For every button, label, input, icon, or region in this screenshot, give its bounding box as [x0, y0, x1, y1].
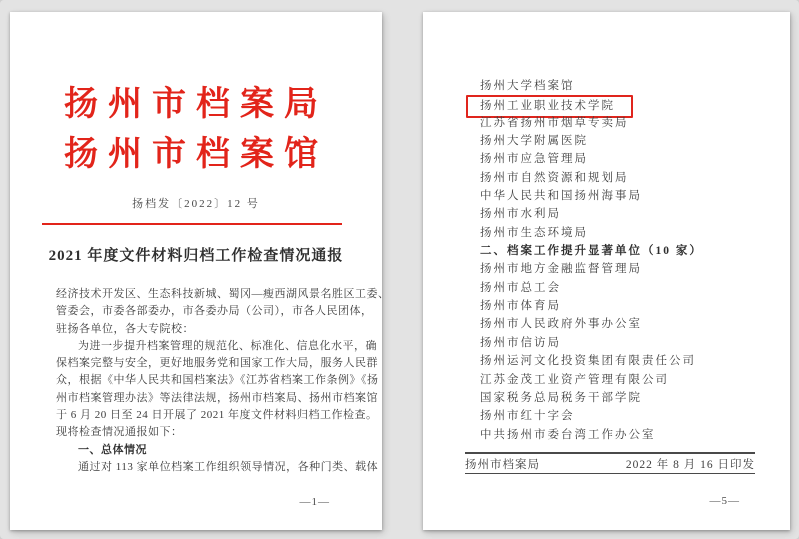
unit-name: 扬州市水利局 — [480, 208, 561, 221]
document-title: 2021 年度文件材料归档工作检查情况通报 — [48, 248, 344, 264]
document-reference-number: 扬档发〔2022〕12 号 — [132, 198, 260, 210]
list-item — [480, 114, 770, 132]
unit-name: 扬州市地方金融监督管理局 — [480, 263, 642, 276]
unit-name: 扬州市信访局 — [480, 336, 561, 349]
unit-name: 扬州工业职业技术学院 — [466, 95, 633, 118]
unit-name: 扬州市人民政府外事办公室 — [480, 318, 642, 331]
body-line: 现将检查情况通报如下： — [56, 426, 183, 439]
list-item — [480, 279, 770, 297]
unit-name: 扬州市红十字会 — [480, 410, 575, 423]
list-item — [480, 95, 770, 113]
body-line: 一、总体情况 — [78, 443, 147, 456]
footer-issuer: 扬州市档案局 — [465, 458, 540, 471]
unit-name: 扬州市总工会 — [480, 281, 561, 294]
body-line: 保档案完整与安全，更好地服务党和国家工作大局，服务人民群 — [56, 357, 378, 370]
list-item — [480, 352, 770, 370]
org-title-line: 扬州市档案馆 — [64, 136, 328, 173]
body-line: 通过对 113 家单位档案工作组织领导情况，各种门类、载体 — [78, 460, 379, 473]
unit-name: 中华人民共和国扬州海事局 — [480, 190, 642, 203]
body-line: 经济技术开发区、生态科技新城、蜀冈—瘦西湖风景名胜区工委、 — [56, 288, 390, 300]
list-item — [480, 224, 770, 242]
list-item — [480, 426, 770, 444]
unit-name: 扬州大学附属医院 — [480, 135, 588, 148]
document-page-5 — [423, 12, 790, 530]
list-item — [480, 260, 770, 278]
list-item — [480, 187, 770, 205]
list-item — [480, 169, 770, 187]
unit-name: 扬州市自然资源和规划局 — [480, 171, 629, 184]
unit-name: 中共扬州市委台湾工作办公室 — [480, 428, 656, 441]
unit-name: 扬州运河文化投资集团有限责任公司 — [480, 355, 696, 368]
list-item — [480, 242, 770, 260]
page-number-1: —1— — [299, 496, 330, 508]
page-number-5: —5— — [709, 495, 740, 507]
unit-name: 江苏省扬州市烟草专卖局 — [480, 116, 629, 129]
list-item — [480, 371, 770, 389]
org-title-line: 扬州市档案局 — [64, 86, 328, 123]
list-item — [480, 150, 770, 168]
issuing-org-header — [10, 80, 382, 180]
document-body — [56, 286, 390, 476]
print-footer — [465, 452, 755, 474]
list-item — [480, 205, 770, 223]
list-item — [480, 315, 770, 333]
letterhead-separator-rule — [42, 223, 342, 225]
document-page-1 — [10, 12, 390, 530]
list-item — [480, 407, 770, 425]
body-line: 管委会，市委各部委办，市各委办局（公司），市各人民团体， — [56, 305, 373, 318]
body-line: 于 6 月 20 日至 24 日开展了 2021 年度文件材料归档工作检查。 — [56, 409, 378, 422]
unit-name: 扬州市生态环境局 — [480, 226, 588, 239]
body-line: 州市档案管理办法》等法律法规，扬州市档案局、扬州市档案馆 — [56, 391, 378, 404]
unit-name: 二、档案工作提升显著单位（10 家） — [480, 245, 703, 258]
list-item — [480, 77, 770, 95]
unit-name: 国家税务总局税务干部学院 — [480, 391, 642, 404]
body-line: 众，根据《中华人民共和国档案法》《江苏省档案工作条例》《扬 — [56, 374, 379, 387]
list-item — [480, 334, 770, 352]
list-item — [480, 132, 770, 150]
unit-list — [480, 77, 770, 444]
unit-name: 江苏金茂工业资产管理有限公司 — [480, 373, 669, 386]
body-line: 驻扬各单位，各大专院校： — [56, 322, 194, 335]
body-line: 为进一步提升档案管理的规范化、标准化、信息化水平，确 — [78, 339, 377, 352]
unit-name: 扬州大学档案馆 — [480, 80, 575, 92]
unit-name: 扬州市应急管理局 — [480, 153, 588, 166]
list-item — [480, 389, 770, 407]
footer-print-date: 2022 年 8 月 16 日印发 — [625, 458, 755, 471]
unit-name: 扬州市体育局 — [480, 300, 561, 313]
list-item — [480, 297, 770, 315]
